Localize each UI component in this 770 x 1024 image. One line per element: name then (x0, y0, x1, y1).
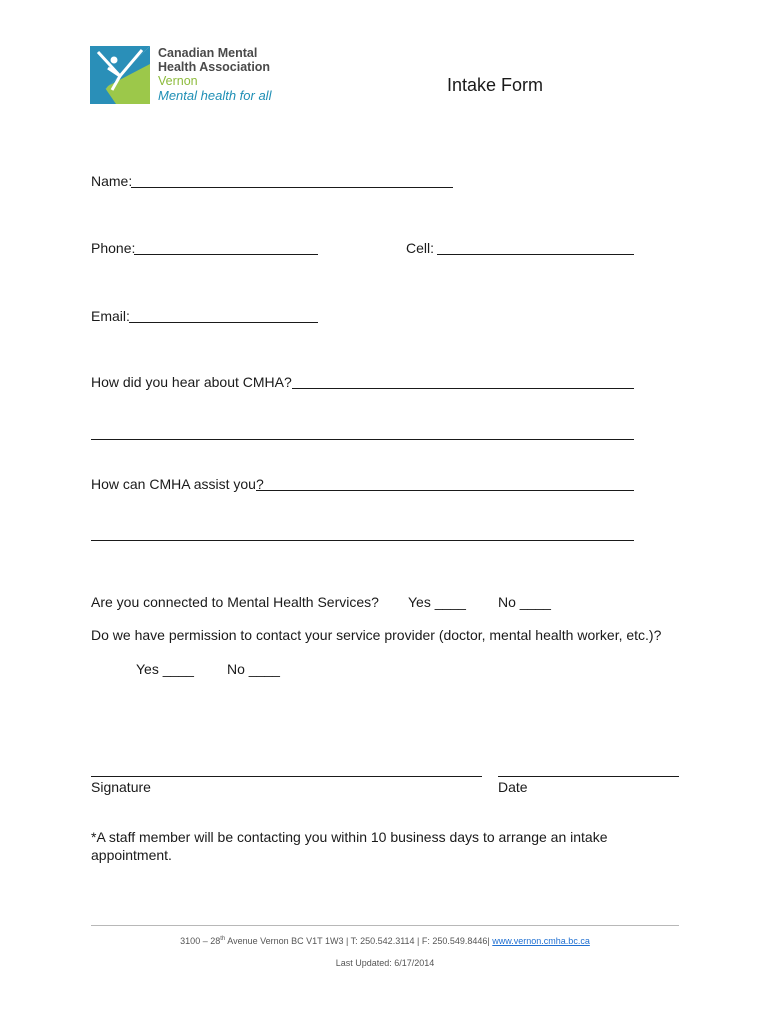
footer-address-pre: 3100 – 28 (180, 936, 221, 946)
footer-address-sup: th (220, 936, 226, 942)
name-label: Name: (91, 173, 133, 189)
name-field[interactable] (131, 187, 453, 188)
footer-address (91, 936, 679, 946)
footer-last-updated: Last Updated: 6/17/2014 (335, 958, 435, 968)
email-label: Email: (91, 308, 130, 324)
cmha-logo-icon (90, 46, 150, 104)
logo-org-line1: Canadian Mental (158, 46, 258, 60)
logo-org-line2: Health Association (158, 60, 271, 74)
signature-field[interactable] (91, 776, 482, 777)
connected-yes-option[interactable]: Yes ____ (408, 594, 466, 610)
phone-label: Phone: (91, 240, 136, 256)
cell-field[interactable] (437, 254, 634, 255)
permission-question: Do we have permission to contact your service provider (doctor, mental health worker, etc.)? (91, 627, 662, 643)
staff-note-line1: *A staff member will be contacting you within 10 business days to arrange an intake (91, 829, 608, 845)
hear-about-field[interactable] (292, 388, 634, 389)
form-title: Intake Form (447, 75, 544, 95)
assist-field[interactable] (256, 490, 634, 491)
footer-address-post: Avenue Vernon BC V1T 1W3 | T: 250.542.3114 | F: 250.549.8446| (225, 936, 493, 946)
permission-yes-option[interactable]: Yes ____ (136, 661, 194, 677)
footer-divider (91, 925, 679, 926)
logo-tagline: Mental health for all (158, 88, 272, 103)
cmha-logo (90, 46, 290, 106)
email-field[interactable] (129, 322, 318, 323)
connected-question: Are you connected to Mental Health Services? (91, 594, 379, 610)
permission-no-option[interactable]: No ____ (227, 661, 280, 677)
logo-branch: Vernon (158, 74, 198, 88)
staff-note-line2: appointment. (91, 847, 172, 863)
assist-field-line2[interactable] (91, 540, 634, 541)
footer-website-link[interactable]: www.vernon.cmha.bc.ca (492, 936, 590, 946)
date-label: Date (498, 779, 528, 795)
hear-about-label: How did you hear about CMHA? (91, 374, 292, 390)
cell-label: Cell: (406, 240, 435, 256)
phone-field[interactable] (134, 254, 318, 255)
connected-no-option[interactable]: No ____ (498, 594, 551, 610)
hear-about-field-line2[interactable] (91, 439, 634, 440)
signature-label: Signature (91, 779, 151, 795)
date-field[interactable] (498, 776, 679, 777)
assist-label: How can CMHA assist you? (91, 476, 264, 492)
